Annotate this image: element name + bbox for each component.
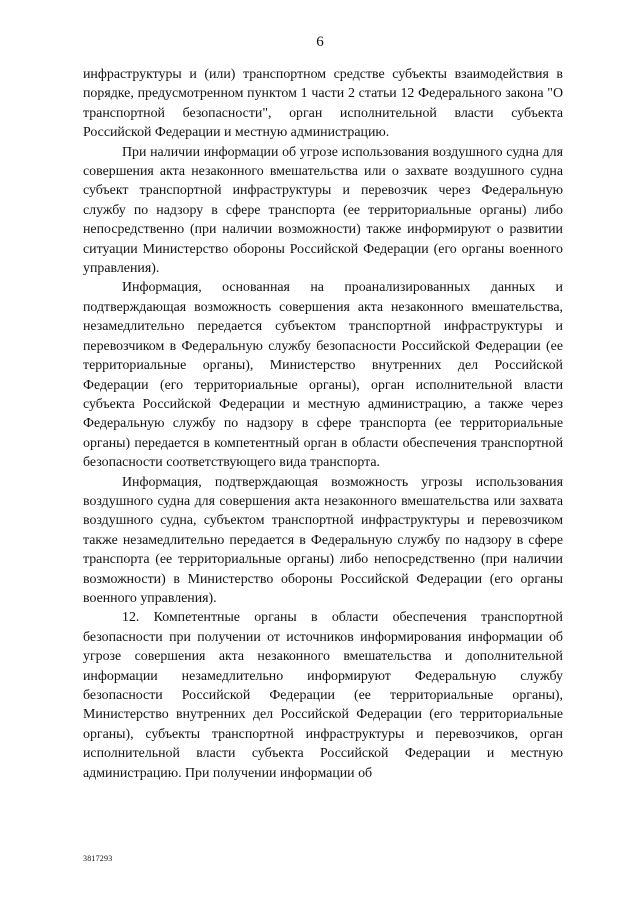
paragraph-analyzed-information: Информация, основанная на проанализированных данных и подтверждающая возможность совершения акта незаконного вмешательства, незамедлительно передается субъектом транспортной инфраструктуры и перевозчиком в Федеральную службу безопасности Российской Федерации (ее территориальные органы), Министерство внутренних дел Российской Федерации (его территориальные органы), орган исполнительной власти субъекта Российской Федерации и местную администрацию, а также через Федеральную службу по надзору в сфере транспорта (ее территориальные органы) передается в компетентный орган в области обеспечения транспортной безопасности соответствующего вида транспорта. [83, 280, 563, 471]
paragraph-continuation: инфраструктуры и (или) транспортном средстве субъекты взаимодействия в порядке, предусмотренном пунктом 1 части 2 статьи 12 Федерального закона "О транспортной безопасности", орган исполнительной власти субъекта Российской Федерации и местную администрацию. [83, 67, 563, 141]
page-number: 6 [316, 34, 324, 50]
paragraph-aircraft-information: Информация, подтверждающая возможность угрозы использования воздушного судна для совершения акта незаконного вмешательства или захвата воздушного судна, субъектом транспортной инфраструктуры и перевозчиком также незамедлительно передается в Федеральную службу по надзору в сфере транспорта (ее территориальные органы) либо непосредственно (при наличии возможности) в Министерство обороны Российской Федерации (его органы военного управления). [83, 474, 563, 606]
document-code: 3817293 [83, 854, 113, 863]
document-body [83, 65, 563, 783]
paragraph-aircraft-threat: При наличии информации об угрозе использования воздушного судна для совершения акта незаконного вмешательства или о захвате воздушного судна субъект транспортной инфраструктуры и перевозчик через Федеральную службу по надзору в сфере транспорта (ее территориальные органы) либо непосредственно (при наличии возможности) также информируют о развитии ситуации Министерство обороны Российской Федерации (его органы военного управления). [83, 144, 563, 277]
paragraph-item-12: 12. Компетентные органы в области обеспечения транспортной безопасности при получении от источников информирования информации об угрозе совершения акта незаконного вмешательства и дополнительной информации незамедлительно информируют Федеральную службу безопасности Российской Федерации (ее территориальные органы), Министерство внутренних дел Российской Федерации (его территориальные органы), субъекты транспортной инфраструктуры и перевозчиков, орган исполнительной власти субъекта Российской Федерации и местную администрацию. При получении информации об [83, 610, 563, 781]
